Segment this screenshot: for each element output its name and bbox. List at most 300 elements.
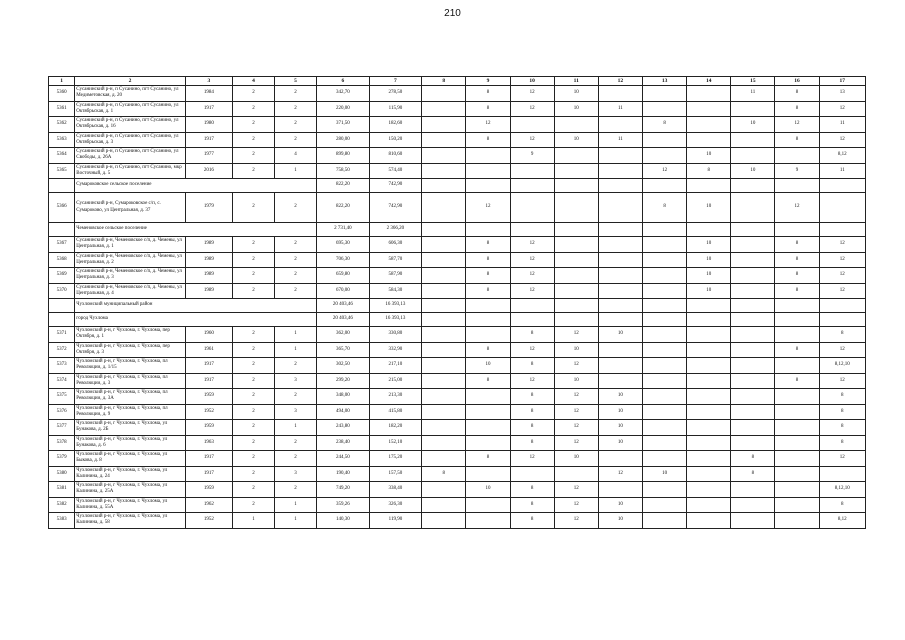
cell-c10: 8 [510, 358, 554, 374]
row-address: Сусанинский р-н, Чеменовское с/п, д. Чемены, ул Центральная, д. 3 [75, 268, 185, 284]
table-row [49, 466, 866, 482]
cell-c6: 899,80 [317, 148, 370, 164]
cell-c17: 12 [819, 132, 865, 148]
cell-c13 [642, 342, 686, 358]
empty-cell [687, 223, 731, 237]
cell-c12 [598, 358, 642, 374]
row-id: 5380 [49, 466, 75, 482]
row-id: 5378 [49, 435, 75, 451]
column-header: 8 [422, 77, 466, 86]
cell-c15 [731, 148, 775, 164]
cell-c17: 8,12 [819, 148, 865, 164]
cell-c8 [422, 252, 466, 268]
subtotal-row [49, 223, 866, 237]
row-year: 1917 [185, 132, 232, 148]
cell-c15 [731, 513, 775, 529]
cell-c16: 8 [775, 252, 819, 268]
cell-c8 [422, 86, 466, 102]
empty-cell [466, 223, 510, 237]
cell-c16 [775, 466, 819, 482]
cell-c4: 2 [232, 86, 274, 102]
cell-c13 [642, 283, 686, 299]
cell-c11 [554, 193, 598, 223]
row-address: Чухломский р-н, г Чухлома, г. Чухлома, ул Быкова, д. 8 [75, 451, 185, 467]
cell-c11: 12 [554, 482, 598, 498]
cell-c17: 8 [819, 435, 865, 451]
cell-c12: 10 [598, 389, 642, 405]
empty-cell [819, 313, 865, 327]
subtotal-spacer [49, 299, 75, 313]
cell-c12: 10 [598, 513, 642, 529]
empty-cell [510, 179, 554, 193]
cell-c15 [731, 497, 775, 513]
cell-c5: 2 [275, 101, 317, 117]
cell-c9: 8 [466, 252, 510, 268]
cell-c13 [642, 513, 686, 529]
cell-c8 [422, 132, 466, 148]
empty-cell [775, 299, 819, 313]
cell-c11 [554, 283, 598, 299]
empty-cell [775, 313, 819, 327]
cell-c4: 2 [232, 342, 274, 358]
cell-c7: 115,90 [369, 101, 422, 117]
cell-c4: 2 [232, 420, 274, 436]
cell-c5: 2 [275, 268, 317, 284]
cell-c7: 742,90 [369, 193, 422, 223]
subtotal-area-total: 2 731,40 [317, 223, 370, 237]
cell-c16: 8 [775, 373, 819, 389]
cell-c17: 8,12,10 [819, 358, 865, 374]
cell-c7: 326,30 [369, 497, 422, 513]
cell-c10: 12 [510, 252, 554, 268]
cell-c9: 8 [466, 283, 510, 299]
cell-c15 [731, 420, 775, 436]
cell-c16: 9 [775, 163, 819, 179]
cell-c9 [466, 435, 510, 451]
cell-c8 [422, 283, 466, 299]
cell-c6: 342,70 [317, 86, 370, 102]
cell-c13 [642, 435, 686, 451]
empty-cell [598, 313, 642, 327]
column-header: 12 [598, 77, 642, 86]
cell-c9: 10 [466, 358, 510, 374]
cell-c14 [687, 101, 731, 117]
empty-cell [510, 299, 554, 313]
cell-c17: 8,12,10 [819, 482, 865, 498]
cell-c16: 8 [775, 268, 819, 284]
table-row [49, 451, 866, 467]
cell-c5: 1 [275, 163, 317, 179]
cell-c7: 152,10 [369, 435, 422, 451]
cell-c10: 12 [510, 132, 554, 148]
cell-c4: 2 [232, 101, 274, 117]
empty-cell [466, 299, 510, 313]
cell-c11: 12 [554, 389, 598, 405]
cell-c7: 587,70 [369, 252, 422, 268]
cell-c15 [731, 283, 775, 299]
cell-c15: 10 [731, 163, 775, 179]
cell-c14 [687, 404, 731, 420]
table-row [49, 373, 866, 389]
cell-c9: 8 [466, 342, 510, 358]
cell-c4: 2 [232, 327, 274, 343]
column-header: 3 [185, 77, 232, 86]
cell-c10 [510, 466, 554, 482]
cell-c17: 8 [819, 420, 865, 436]
row-address: Чухломский р-н, г Чухлома, г. Чухлома, ул Калинина, д. 55А [75, 497, 185, 513]
cell-c9 [466, 389, 510, 405]
cell-c9: 10 [466, 482, 510, 498]
row-id: 5361 [49, 101, 75, 117]
cell-c16: 8 [775, 86, 819, 102]
empty-cell [642, 223, 686, 237]
cell-c5: 1 [275, 342, 317, 358]
table-row [49, 117, 866, 133]
cell-c13 [642, 327, 686, 343]
row-id: 5369 [49, 268, 75, 284]
empty-cell [819, 223, 865, 237]
cell-c7: 119,90 [369, 513, 422, 529]
cell-c16 [775, 451, 819, 467]
cell-c16: 8 [775, 237, 819, 253]
column-header: 9 [466, 77, 510, 86]
column-header: 13 [642, 77, 686, 86]
subtotal-label: город Чухлома [75, 313, 317, 327]
cell-c10: 12 [510, 283, 554, 299]
cell-c12 [598, 283, 642, 299]
empty-cell [598, 299, 642, 313]
cell-c16: 8 [775, 101, 819, 117]
table-row [49, 513, 866, 529]
cell-c12 [598, 342, 642, 358]
cell-c11 [554, 148, 598, 164]
row-address: Чухломский р-н, г Чухлома, г. Чухлома, пл Революции, д. 3 [75, 373, 185, 389]
cell-c8 [422, 404, 466, 420]
cell-c17: 12 [819, 252, 865, 268]
cell-c11: 12 [554, 435, 598, 451]
cell-c8 [422, 451, 466, 467]
cell-c12 [598, 252, 642, 268]
column-header: 11 [554, 77, 598, 86]
cell-c9 [466, 404, 510, 420]
cell-c7: 175,20 [369, 451, 422, 467]
cell-c4: 2 [232, 435, 274, 451]
row-year: 1959 [185, 389, 232, 405]
cell-c12: 10 [598, 435, 642, 451]
cell-c10 [510, 163, 554, 179]
row-address: Сусанинский р-н, Сумароковское с/п, с. Сумароково, ул Центральная, д. 37 [75, 193, 185, 223]
cell-c11 [554, 163, 598, 179]
cell-c13 [642, 404, 686, 420]
empty-cell [731, 179, 775, 193]
row-id: 5367 [49, 237, 75, 253]
cell-c6: 371,50 [317, 117, 370, 133]
row-address: Чухломский р-н, г Чухлома, г. Чухлома, пл Революции, д. 3А [75, 389, 185, 405]
cell-c13 [642, 358, 686, 374]
cell-c11: 10 [554, 132, 598, 148]
empty-cell [554, 223, 598, 237]
row-year: 1979 [185, 193, 232, 223]
subtotal-row [49, 299, 866, 313]
cell-c7: 415,80 [369, 404, 422, 420]
table-row [49, 283, 866, 299]
cell-c17: 12 [819, 268, 865, 284]
cell-c5: 2 [275, 283, 317, 299]
cell-c6: 244,50 [317, 451, 370, 467]
cell-c10: 8 [510, 435, 554, 451]
cell-c5: 2 [275, 451, 317, 467]
subtotal-row [49, 313, 866, 327]
cell-c15: 8 [731, 466, 775, 482]
cell-c5: 2 [275, 252, 317, 268]
table-body [49, 77, 866, 529]
cell-c15 [731, 132, 775, 148]
cell-c15 [731, 268, 775, 284]
cell-c9 [466, 466, 510, 482]
empty-cell [642, 313, 686, 327]
cell-c7: 810,60 [369, 148, 422, 164]
cell-c4: 2 [232, 148, 274, 164]
table-row [49, 101, 866, 117]
cell-c13: 12 [642, 163, 686, 179]
column-header: 17 [819, 77, 865, 86]
cell-c5: 1 [275, 497, 317, 513]
row-year: 1962 [185, 497, 232, 513]
cell-c15: 10 [731, 117, 775, 133]
row-address: Сусанинский р-н, п Сусанино, пгт Сусанино, ул Октябрьская, д. 16 [75, 117, 185, 133]
cell-c4: 2 [232, 451, 274, 467]
cell-c13: 8 [642, 117, 686, 133]
cell-c10: 8 [510, 482, 554, 498]
cell-c5: 2 [275, 389, 317, 405]
cell-c14 [687, 373, 731, 389]
cell-c6: 749,20 [317, 482, 370, 498]
cell-c16 [775, 327, 819, 343]
subtotal-spacer [49, 223, 75, 237]
cell-c13 [642, 497, 686, 513]
row-address: Сусанинский р-н, Чеменовское с/п, д. Чемены, ул Центральная, д. 4 [75, 283, 185, 299]
cell-c11: 12 [554, 513, 598, 529]
column-header: 6 [317, 77, 370, 86]
cell-c14 [687, 327, 731, 343]
housing-register-table [48, 76, 866, 529]
cell-c16: 12 [775, 117, 819, 133]
cell-c4: 2 [232, 237, 274, 253]
empty-cell [819, 299, 865, 313]
cell-c10: 12 [510, 342, 554, 358]
table-row [49, 163, 866, 179]
cell-c13 [642, 252, 686, 268]
empty-cell [422, 223, 466, 237]
cell-c13: 10 [642, 466, 686, 482]
row-id: 5374 [49, 373, 75, 389]
cell-c14 [687, 435, 731, 451]
cell-c4: 2 [232, 283, 274, 299]
cell-c5: 1 [275, 327, 317, 343]
row-id: 5376 [49, 404, 75, 420]
row-id: 5365 [49, 163, 75, 179]
cell-c9: 8 [466, 132, 510, 148]
cell-c12 [598, 373, 642, 389]
row-id: 5360 [49, 86, 75, 102]
cell-c12: 12 [598, 466, 642, 482]
cell-c6: 348,00 [317, 389, 370, 405]
cell-c4: 2 [232, 268, 274, 284]
row-address: Сусанинский р-н, п Сусанино, пгт Сусанино, ул Медиметовская, д. 20 [75, 86, 185, 102]
cell-c5: 2 [275, 193, 317, 223]
cell-c13 [642, 148, 686, 164]
cell-c14 [687, 389, 731, 405]
cell-c14 [687, 466, 731, 482]
cell-c6: 220,00 [317, 101, 370, 117]
empty-cell [554, 299, 598, 313]
cell-c12 [598, 148, 642, 164]
empty-cell [687, 179, 731, 193]
cell-c9 [466, 327, 510, 343]
cell-c4: 2 [232, 193, 274, 223]
table-row [49, 420, 866, 436]
cell-c9: 8 [466, 268, 510, 284]
cell-c9: 8 [466, 451, 510, 467]
row-year: 1977 [185, 148, 232, 164]
cell-c5: 2 [275, 482, 317, 498]
cell-c17: 12 [819, 237, 865, 253]
cell-c14 [687, 342, 731, 358]
page-number: 210 [444, 8, 461, 19]
cell-c13 [642, 268, 686, 284]
empty-cell [598, 179, 642, 193]
table-row [49, 237, 866, 253]
cell-c10: 8 [510, 513, 554, 529]
cell-c11: 12 [554, 327, 598, 343]
cell-c11: 12 [554, 404, 598, 420]
column-header: 2 [75, 77, 185, 86]
cell-c8 [422, 342, 466, 358]
cell-c8 [422, 193, 466, 223]
cell-c11: 10 [554, 86, 598, 102]
cell-c16 [775, 435, 819, 451]
cell-c17 [819, 193, 865, 223]
cell-c8 [422, 101, 466, 117]
cell-c9 [466, 497, 510, 513]
empty-cell [466, 313, 510, 327]
cell-c17: 8 [819, 327, 865, 343]
cell-c17: 12 [819, 451, 865, 467]
row-id: 5371 [49, 327, 75, 343]
column-header: 7 [369, 77, 422, 86]
cell-c5: 2 [275, 86, 317, 102]
cell-c8 [422, 358, 466, 374]
cell-c16: 8 [775, 132, 819, 148]
cell-c8 [422, 237, 466, 253]
cell-c7: 215,00 [369, 373, 422, 389]
table-row [49, 327, 866, 343]
cell-c13 [642, 237, 686, 253]
cell-c17 [819, 466, 865, 482]
cell-c17: 8 [819, 497, 865, 513]
column-header: 16 [775, 77, 819, 86]
column-header: 15 [731, 77, 775, 86]
subtotal-area-total: 20 403,46 [317, 299, 370, 313]
empty-cell [510, 223, 554, 237]
row-year: 1917 [185, 373, 232, 389]
row-year: 1963 [185, 435, 232, 451]
cell-c13 [642, 101, 686, 117]
cell-c11 [554, 466, 598, 482]
cell-c6: 758,50 [317, 163, 370, 179]
cell-c10: 8 [510, 420, 554, 436]
table-row [49, 132, 866, 148]
cell-c15: 11 [731, 86, 775, 102]
empty-cell [422, 179, 466, 193]
cell-c12: 11 [598, 132, 642, 148]
cell-c8 [422, 268, 466, 284]
table-row [49, 268, 866, 284]
cell-c8 [422, 148, 466, 164]
cell-c11: 12 [554, 497, 598, 513]
cell-c14: 10 [687, 268, 731, 284]
row-id: 5363 [49, 132, 75, 148]
row-id: 5364 [49, 148, 75, 164]
cell-c14: 10 [687, 148, 731, 164]
cell-c16 [775, 404, 819, 420]
row-address: Чухломский р-н, г Чухлома, г. Чухлома, пер Октября, д. 1 [75, 327, 185, 343]
cell-c17: 8 [819, 389, 865, 405]
empty-cell [687, 299, 731, 313]
row-id: 5381 [49, 482, 75, 498]
table-row [49, 86, 866, 102]
row-address: Сусанинский р-н, п Сусанино, пгт Сусанино, ул Октябрьская, д. 1 [75, 101, 185, 117]
row-address: Чухломский р-н, г Чухлома, г. Чухлома, ул Бунакова, д. 2Б [75, 420, 185, 436]
cell-c17: 8,12 [819, 513, 865, 529]
empty-cell [731, 313, 775, 327]
cell-c10: 12 [510, 451, 554, 467]
empty-cell [554, 313, 598, 327]
cell-c11 [554, 268, 598, 284]
row-id: 5373 [49, 358, 75, 374]
cell-c10: 12 [510, 373, 554, 389]
cell-c14 [687, 86, 731, 102]
subtotal-area-total: 822,20 [317, 179, 370, 193]
cell-c6: 302,50 [317, 358, 370, 374]
row-year: 1917 [185, 451, 232, 467]
cell-c9 [466, 148, 510, 164]
column-header: 4 [232, 77, 274, 86]
cell-c8 [422, 497, 466, 513]
subtotal-area-living: 16 393,13 [369, 313, 422, 327]
subtotal-area-living: 2 366,20 [369, 223, 422, 237]
row-address: Чухломский р-н, г Чухлома, г. Чухлома, ул Калинина, д. 58 [75, 513, 185, 529]
cell-c9 [466, 420, 510, 436]
subtotal-spacer [49, 313, 75, 327]
cell-c13 [642, 451, 686, 467]
cell-c5: 3 [275, 404, 317, 420]
cell-c15 [731, 193, 775, 223]
cell-c5: 1 [275, 420, 317, 436]
cell-c14 [687, 451, 731, 467]
cell-c10: 8 [510, 497, 554, 513]
cell-c12: 10 [598, 497, 642, 513]
cell-c8 [422, 482, 466, 498]
row-year: 1960 [185, 327, 232, 343]
cell-c6: 243,80 [317, 420, 370, 436]
row-id: 5368 [49, 252, 75, 268]
cell-c6: 706,30 [317, 252, 370, 268]
column-header: 10 [510, 77, 554, 86]
cell-c9: 8 [466, 237, 510, 253]
cell-c10: 12 [510, 268, 554, 284]
cell-c13 [642, 132, 686, 148]
